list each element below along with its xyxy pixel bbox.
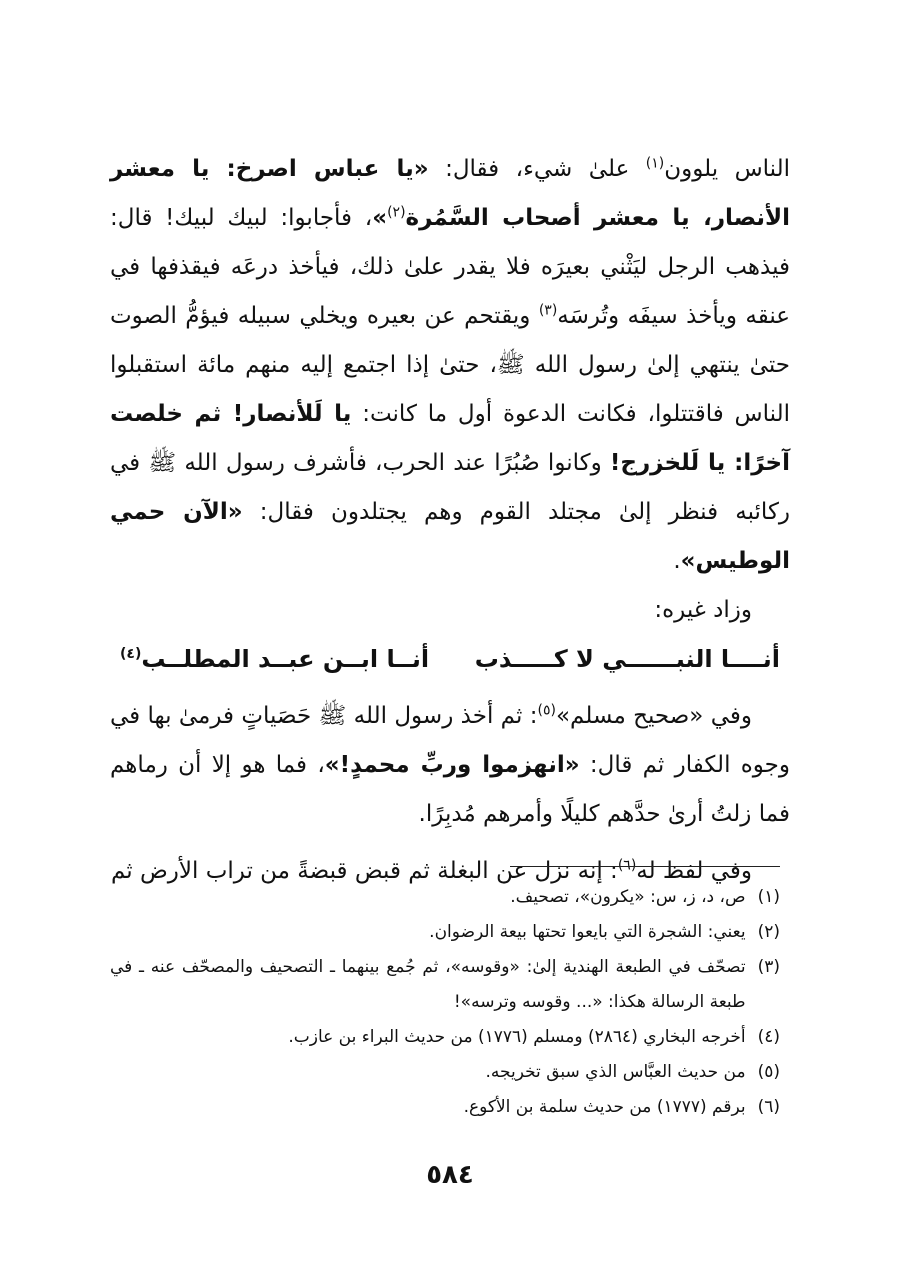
paragraph-3 [110, 692, 790, 839]
footnote-text: تصحّف في الطبعة الهندية إلىٰ: «وقوسه»، ثم جُمع بينهما ـ التصحيف والمصحّف عنه ـ في طبعة الرسالة هكذا: «... وقوسه وترسه»! [110, 957, 746, 1012]
paragraph-2: وزاد غيره: [654, 597, 752, 623]
quote-bold-end: » [372, 205, 388, 231]
footnotes-section [110, 880, 780, 1125]
footnote-5 [110, 1055, 780, 1090]
paragraph-1 [110, 145, 790, 586]
footnote-number: (٤) [757, 1027, 780, 1047]
text-run: ويقتحم عن بعيره ويخلي سبيله فيؤمُّ الصوت حتىٰ ينتهي إلىٰ رسول الله ﷺ، حتىٰ إذا اجتمع إليه منهم مائة استقبلوا الناس فاقتتلوا، فكانت الدعوة أول ما كانت: [110, 303, 790, 427]
text-run: وكانوا صُبُرًا عند الحرب، فأشرف رسول الله ﷺ في ركائبه فنظر إلىٰ مجتلد القوم وهم يجتلدون فقال: [110, 450, 790, 525]
footnote-2 [110, 915, 780, 950]
footnote-ref-2[interactable]: (٢) [387, 204, 406, 221]
text-run: ، فما هو إلا أن رماهم فما زلتُ أرىٰ حدَّهم كليلًا وأمرهم مُدبِرًا. [110, 752, 790, 827]
verse-hemistich-1: أنــــا النبــــــي لا كـــــذب [474, 645, 780, 673]
verse-hemistich-2: أنــا ابــن عبــد المطلــب [141, 645, 430, 673]
footnote-3 [110, 950, 780, 1020]
footnote-separator [510, 866, 780, 867]
footnote-number: (٥) [757, 1062, 780, 1082]
footnote-text: يعني: الشجرة التي بايعوا تحتها بيعة الرضوان. [429, 922, 746, 942]
text-run: وفي «صحيح مسلم» [555, 703, 752, 729]
footnote-number: (١) [757, 887, 780, 907]
quote-bold-3: «انهزموا وربِّ محمدٍ!» [324, 752, 580, 778]
footnote-number: (٣) [757, 957, 780, 977]
footnote-ref-5[interactable]: (٥) [537, 702, 556, 719]
footnote-ref-1[interactable]: (١) [645, 155, 665, 172]
main-text [110, 145, 790, 896]
footnote-number: (٢) [757, 922, 780, 942]
text-run: : ثم أخذ رسول الله ﷺ حَصَياتٍ فرمىٰ بها في وجوه الكفار ثم قال: [110, 703, 790, 778]
footnote-text: أخرجه البخاري (٢٨٦٤) ومسلم (١٧٧٦) من حديث البراء بن عازب. [288, 1027, 746, 1047]
text-run: ، فأجابوا: لبيك لبيك! قال: فيذهب الرجل ليَثْني بعيرَه فلا يقدر علىٰ ذلك، فيأخذ درعَه فيقذفها في عنقه ويأخذ سيفَه وتُرسَه [110, 205, 790, 329]
text-run: : إنه نزل عن البغلة ثم قبض قبضةً من تراب الأرض ثم [110, 858, 618, 884]
footnote-1 [110, 880, 780, 915]
footnote-text: برقم (١٧٧٧) من حديث سلمة بن الأكوع. [463, 1097, 746, 1117]
text-run: الناس يلوون [664, 156, 790, 182]
text-run: وفي لفظ له [636, 858, 752, 884]
poem-verse [110, 635, 790, 684]
verse-hemistich-2-wrap [120, 635, 429, 684]
text-run: . [673, 548, 681, 574]
quote-bold-2: «الآن حمي الوطيس» [110, 499, 790, 574]
footnote-text: من حديث العبَّاس الذي سبق تخريجه. [485, 1062, 746, 1082]
footnote-ref-6[interactable]: (٦) [617, 857, 637, 874]
quote-bold: «يا عباس اصرخ: يا معشر الأنصار، يا معشر أصحاب السَّمُرة [110, 156, 791, 231]
footnote-4 [110, 1020, 780, 1055]
call-bold: يا لَلأنصار! ثم خلصت آخرًا: يا لَلخزرج! [110, 401, 790, 476]
footnote-number: (٦) [757, 1097, 780, 1117]
footnote-6 [110, 1090, 780, 1125]
footnote-ref-3[interactable]: (٣) [538, 302, 558, 319]
footnote-ref-4[interactable]: (٤) [120, 646, 142, 662]
footnote-text: ص، د، ز، س: «يكرون»، تصحيف. [510, 887, 746, 907]
text-run: علىٰ شيء، فقال: [428, 156, 646, 182]
page-number: ٥٨٤ [426, 1160, 474, 1190]
